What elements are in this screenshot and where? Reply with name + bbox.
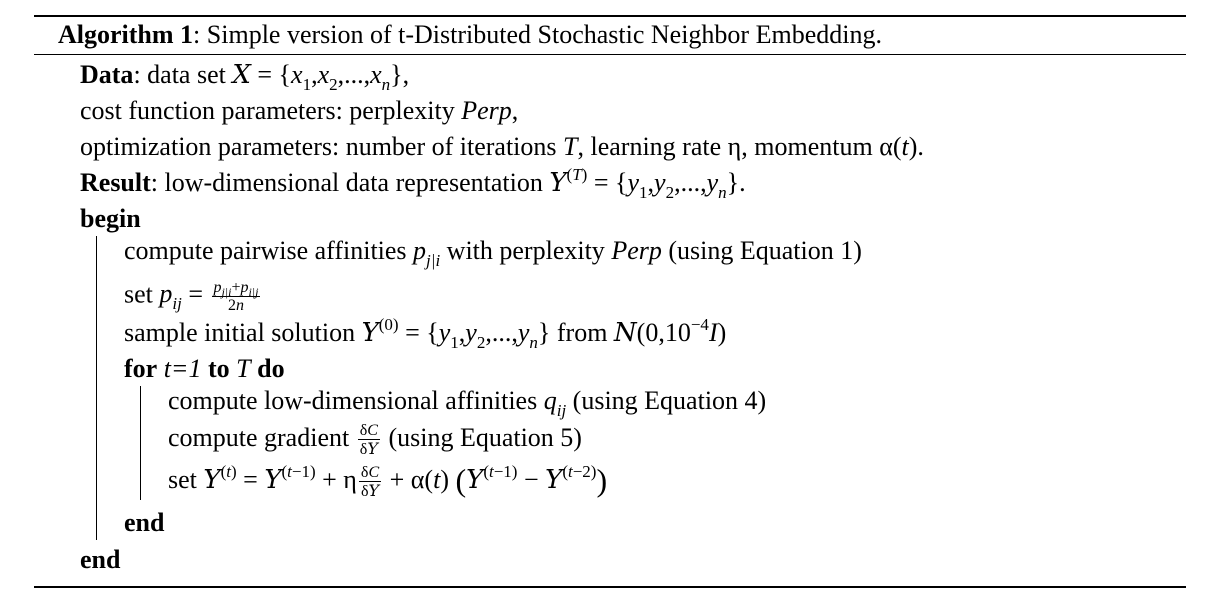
optimization-line: optimization parameters: number of iterations T, learning rate η, momentum α(t). — [80, 132, 924, 161]
from-text: from — [556, 318, 608, 347]
update-line: set $Y^{(t)} = Y^{(t-1)} + \eta$ $\frac{\delta C}{\delta Y}$ + α(t) $(Y^{(t-1)} - Y^{(t-2)})$ — [168, 461, 608, 500]
opt-lr-text: learning rate — [590, 132, 722, 161]
update-fraction: $\frac{\delta C}{\delta Y}$ — [360, 464, 380, 500]
sample-text: sample initial solution — [124, 318, 356, 347]
eq4-ref: (using Equation 4) — [572, 386, 767, 415]
set-text: set — [124, 279, 153, 309]
perp-term-2: Perp — [611, 236, 662, 265]
eq5-ref: (using Equation 5) — [388, 422, 582, 452]
cost-line: cost function parameters: perplexity Perp, — [80, 96, 519, 125]
data-line: Data: data set $X = \{x_1,x_2,...,x_n\}$, — [80, 60, 410, 94]
result-text: low-dimensional data representation — [164, 168, 543, 197]
affinity-line: compute pairwise affinities $p_{j|i}$ with perplexity Perp (using Equation 1) — [124, 236, 862, 270]
outer-block-bar — [96, 236, 97, 540]
for-t: t=1 — [163, 354, 202, 383]
inner-block-bar — [140, 386, 141, 500]
data-keyword: Data — [80, 60, 134, 89]
gradient-fraction: $\frac{\delta C}{\delta Y}$ — [359, 422, 378, 458]
result-keyword: Result — [80, 168, 151, 197]
for-line — [124, 354, 285, 384]
for-T: T — [236, 354, 251, 383]
with-perplexity-text: with perplexity — [446, 236, 605, 265]
cost-text: cost function parameters: perplexity — [80, 96, 455, 125]
bottom-rule — [34, 586, 1186, 588]
low-dim-text: compute low-dimensional affinities — [168, 386, 538, 415]
gradient-line — [168, 422, 582, 458]
caption-rule — [34, 54, 1186, 55]
set-text-2: set — [168, 464, 197, 494]
end-outer-keyword: end — [80, 545, 121, 574]
perp-term: Perp — [461, 96, 512, 125]
top-rule — [34, 15, 1186, 17]
begin-keyword: begin — [80, 204, 141, 233]
algorithm-label: Algorithm 1 — [58, 20, 194, 49]
data-text: data set — [147, 60, 226, 89]
sample-line: sample initial solution $Y^{(0)} = \{y_1,y_2,...,y_n\}$ from $N(0,10^{-4}I)$ — [124, 315, 727, 352]
opt-text: optimization parameters: number of iterations — [80, 132, 557, 161]
algorithm-caption: Algorithm 1: Simple version of t-Distributed Stochastic Neighbor Embedding. — [58, 20, 882, 49]
eq1-ref: (using Equation 1) — [668, 236, 862, 265]
low-dim-affinity-line: compute low-dimensional affinities $q_{ij}$ (using Equation 4) — [168, 386, 767, 420]
algorithm-title: Simple version of t-Distributed Stochastic Neighbor Embedding. — [206, 20, 882, 49]
for-keyword: for — [124, 354, 158, 383]
do-keyword: do — [257, 354, 285, 383]
pij-fraction: $\frac{p_{j|i}+p_{i|j}}{2n}$ — [213, 279, 259, 314]
affinity-text: compute pairwise affinities — [124, 236, 407, 265]
result-line: Result: low-dimensional data representation $Y^{(T)} = \{y_1,y_2,...,y_n\}$. — [80, 165, 746, 202]
symmetrize-line: set $p_{ij}$ = $\frac{p_{j|i}+p_{i|j}}{2n}$ — [124, 279, 259, 314]
gradient-text: compute gradient — [168, 422, 350, 452]
to-keyword: to — [207, 354, 230, 383]
end-inner-keyword: end — [124, 508, 165, 537]
opt-mom-text: momentum — [754, 132, 873, 161]
